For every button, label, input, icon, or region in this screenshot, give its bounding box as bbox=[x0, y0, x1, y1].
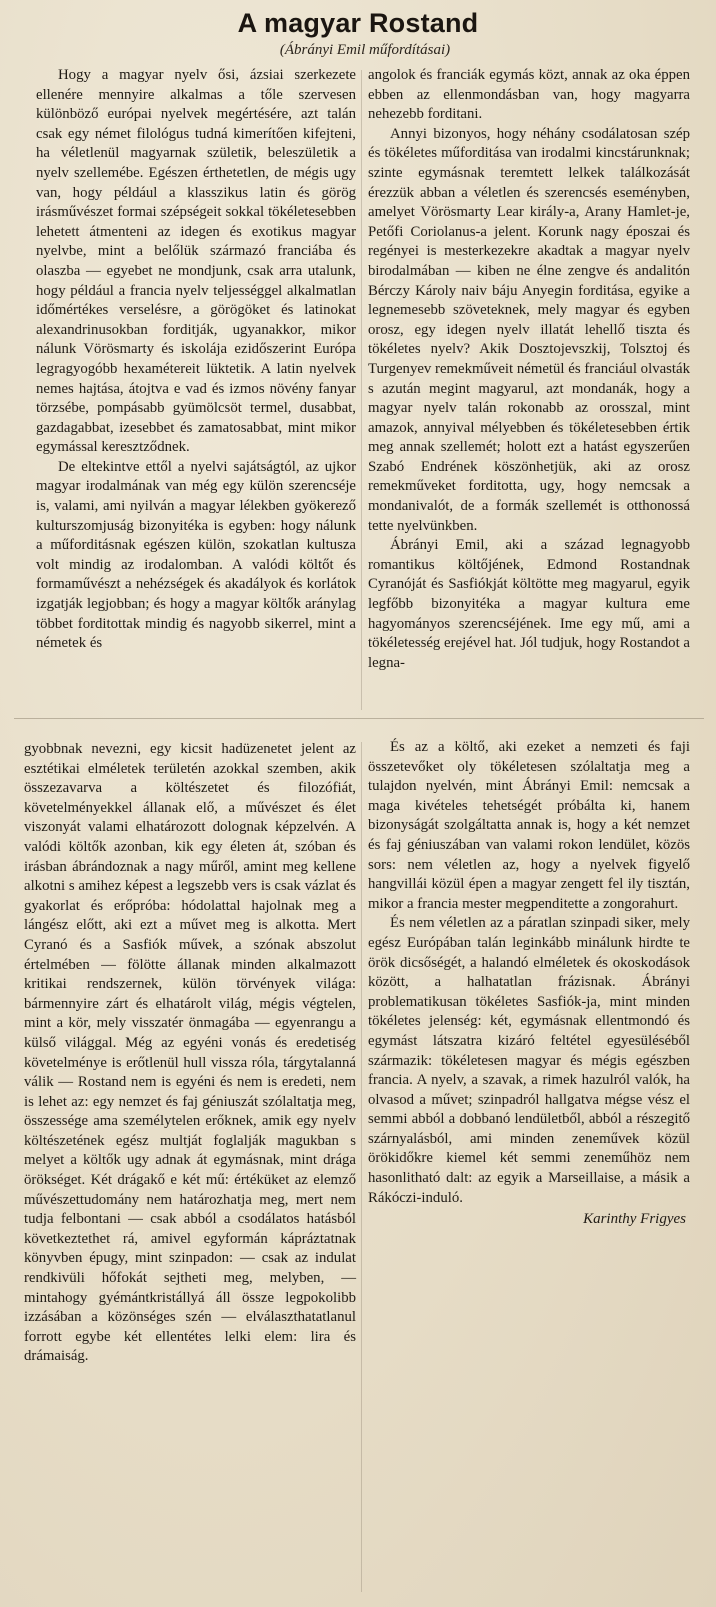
paragraph: Ábrányi Emil, aki a század legnagyobb romantikus költőjének, Edmond Rostandnak Cyranóját és Sasfiókját költötte meg magyarul, egyik legfőbb bizonyitéka a magyar kultura eme hagyományos szerencséjének. Ime egy mű, ami a tökéletesség erejével hat. Jól tudjuk, hogy Rostandot a legna- bbox=[368, 537, 690, 671]
column-4 bbox=[368, 738, 690, 1230]
column-1 bbox=[36, 66, 356, 654]
column-divider bbox=[361, 70, 362, 710]
article-title: A magyar Rostand bbox=[237, 8, 479, 38]
article-subtitle: (Ábrányi Emil műfordításai) bbox=[279, 42, 451, 58]
column-3 bbox=[24, 740, 356, 1367]
paragraph: És az a költő, aki ezeket a nemzeti és faji összetevőket oly tökéletesen szólaltatja meg a tulajdon nyelvén, mint Ábrányi Emil: nemcsak a maga kivételes tehetségét próbálta ki, hanem bizonyságát szolgáltatta annak is, hogy a két nemzet és faj géniuszában van valami rokon lendület, közös sors: nem véletlen az, hogy a nyelvek figyelő hangvillái közül épen a magyar zengett fel ily tisztán, mikor a francia mester megpenditette a zongorahurt. bbox=[368, 739, 690, 912]
paragraph: gyobbnak nevezni, egy kicsit hadüzenetet jelent az esztétikai elméletek területén azokkal szemben, akik összezavarva a költészetet és filozófiát, követelményekkel állanak elő, a művészet és élet viszonyát valami elhatározott dolognak képzelvén. A valódi költők azonban, kik egy életen át, szóban és irásban ábrándoznak a nagy műről, amint meg kellene alkotni s amihez képest a legszebb vers is csak vázlat és gyakorlat és erőpróba: hódolattal hajolnak meg a lángész előtt, aki ezt a művet meg is alkotta. Mert Cyranó és a Sasfiók művek, a szónak abszolut értelmében — fölötte állanak minden alkalmazott kritikai rendszernek, külön törvények világa: bármennyire zárt és elhatárolt világ, mégis végtelen, mint a kör, mely visszatér önmagába — egyenrangu a külső világgal. Még az egyéni vonás és eredetiség követelménye is erőtlenül hull vissza róla, tárgytalanná válik — Rostand nem is egyéni és nem is eredeti, nem is lehet az: egy nemzet és faj géniuszát szólaltatja meg, összessége ama személytelen erőknek, amik egy nyelv költészetének egész multját foglalják magukban s melyet a költők ugy adnak át egymásnak, mint drága örökséget. Két drágakő e két mű: értéküket az elemző művészettudomány nem határozhatja meg, mert nem tudja felbontani — csak abból a csodálatos hatásból következtethet rá, amivel egyformán kápráztatnak könyvben épugy, mint szinpadon: — csak az indulat rendkivüli hőfokát sejtheti meg, melyben, — mintahogy gyémántkristállyá áll össze legpokolibb izzásában a közönséges szén — elválaszthatatlanul forrott egybe két ellentétes lelki elem: lira és drámaiság. bbox=[24, 741, 356, 1365]
paragraph: És nem véletlen az a páratlan szinpadi siker, mely egész Európában talán leginkább minálunk hirdte te örök dicsőségét, a halandó elméletek és okoskodások között, a halhatatlan frázisnak. Ábrányi problematikusan tökéletes Sasfiók-ja, mint minden tökéletes jelenség: két, egymásnak ellentmondó és egymást látszatra kizáró feltétel egyesüléséből származik: tökéletesen magyar és mégis egészben francia. A nyelv, a szavak, a rimek hazulról valók, ha olvasod a művet; szinpadról hallgatva mégse vész el semmi abból a dobbanó lendületből, abból a részegitő szárnyalásból, ami minden zeneművek közül örökidőkre kiemel két semmi zeneműhöz nem hasonlitható dalt: az egyik a Marseillaise, a másik a Rákóczi-induló. bbox=[368, 915, 690, 1206]
section-divider bbox=[14, 718, 704, 719]
paragraph: Hogy a magyar nyelv ősi, ázsiai szerkezete ellenére mennyire alkalmas a tőle szervesen különböző európai nyelvek megértésére, azt talán csak egy német filológus tudná kimerítően kifejteni, ha véletlenül magyarnak születik, beleszületik a nyelv szellemébe. Egészen érthetetlen, de mégis ugy van, hogy például a klasszikus latin és görög irásművészet formai szépségeit sokkal tökéletesebben lehetett átmenteni az idegen és exotikus magyar nyelvbe, mint a belőlük származó franciába és olaszba — egyebet ne mondjunk, csak arra utalunk, hogy például a francia nyelv teljességgel alkalmatlan időmértékes verselésre, a görögöket és latinokat alexandrinusokban forditják, ugyanakkor, mikor nálunk Vörösmarty és iskolája ezidőszerint Európa legragyogóbb hexamétereit lüktetik. A latin nyelvek nemes hajtása, átojtva e vad és izmos növény fanyar törzsébe, pompásabb gyümölcsöt termel, dusabbat, gazdagabbat, izesebbet és zamatosabbat, mint mikor egymással keresztződnek. bbox=[36, 67, 356, 456]
paragraph: Annyi bizonyos, hogy néhány csodálatosan szép és tökéletes műforditása van irodalmi kincstárunknak; szinte egymásnak teremtett lelkek találkozását érezzük abban a véletlen és szerencsés eseményben, amelyet Vörösmarty Lear király-a, Arany Hamlet-je, Petőfi Coriolanus-a jelent. Korunk nagy époszai és regényei is mesterkezekre akadtak a magyar nyelv birodalmában — kiben ne élne zengve és andalitón Bérczy Károly naiv báju Anyegin forditása, egyike a legnemesebb szöveteknek, mely magyar és egyben orosz, egy idegen nyelv illatát lehellő tiszta és tökéletes nyelv? Akik Dosztojevszkij, Tolsztoj és Turgenyev remekműveit németül és franciául olvasták s azután megint magyarul, azt mondanák, hogy a magyar nyelv talán rokonabb az orosszal, mint amazok, annyival mélyebben és tökéletesebben értik meg annak szellemét; holott ezt a hatást egyszerűen Szabó Endrének köszönhetjük, aki az orosz remekműveket forditotta, ugy, hogy nemcsak a mondanivalót, de a formák szellemét is otthonossá tette nyelvünkben. bbox=[368, 125, 690, 534]
column-2 bbox=[368, 66, 690, 673]
paragraph: angolok és franciák egymás közt, annak az oka éppen ebben az ellenmondásban van, hogy magyarra nehezebb forditani. bbox=[368, 67, 690, 123]
paragraph: De eltekintve ettől a nyelvi sajátságtól, az ujkor magyar irodalmának van még egy külön szerencséje is, valami, ami nyilván a magyar lélekben gyökerező kulturszomjuság bizonyitéka is egyben: hogy nálunk a műforditásnak egészen külön, szokatlan kultusza volt mindig az irodalomban. A valódi költőt és formaművészt a nehézségek és akadályok és korlátok izgatják legjobban; és hogy a magyar költők aránylag többet forditottak mindig és nagyobb sikerrel, mint a németek és bbox=[36, 458, 356, 652]
author-signature: Karinthy Frigyes bbox=[583, 1211, 686, 1228]
column-divider bbox=[361, 742, 362, 1592]
